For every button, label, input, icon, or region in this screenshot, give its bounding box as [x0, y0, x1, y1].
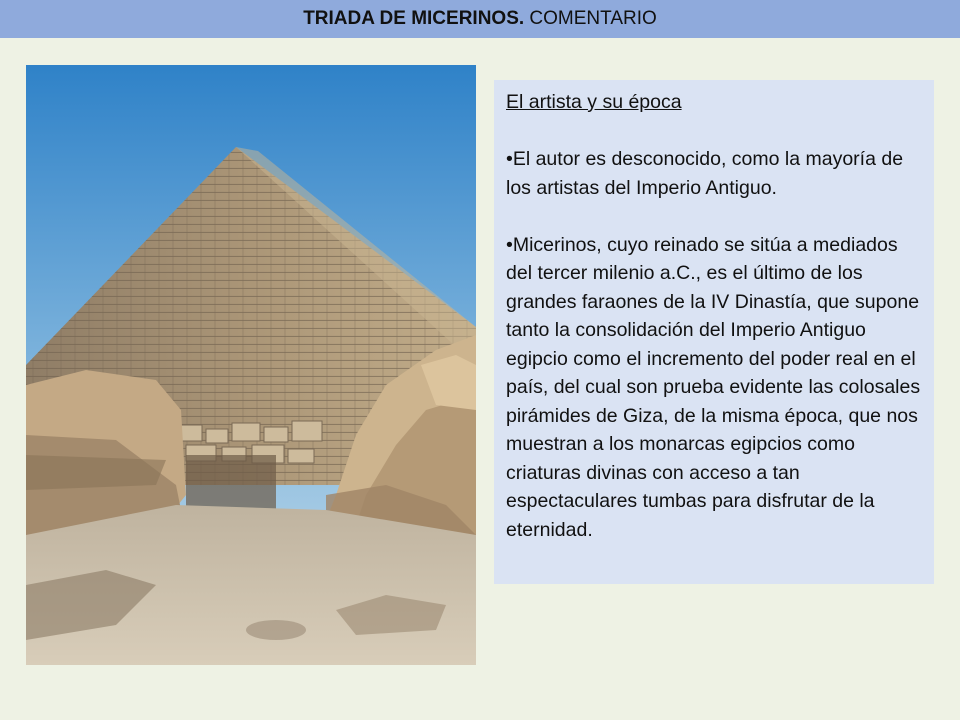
- slide-title-bold: TRIADA DE MICERINOS.: [303, 8, 525, 29]
- passage: [186, 455, 276, 510]
- paragraph-author: •El autor es desconocido, como la mayoría de los artistas del Imperio Antiguo.: [506, 148, 904, 199]
- slide-title-rest: COMENTARIO: [524, 8, 657, 29]
- text-box-heading: El artista y su época: [506, 91, 682, 113]
- slide-title: [0, 0, 960, 38]
- paragraph-micerinos: •Micerinos, cuyo reinado se sitúa a mediados del tercer milenio a.C., es el último de los grandes faraones de la IV Dinastía, que supone tanto la consolidación del Imperio Antiguo egipcio como el incremento del poder real en el país, del cual son prueba evidente las colosales pirámides de Giza, de la misma época, que nos muestran a los monarcas egipcios como criaturas divinas con acceso a tan espectaculares tumbas para disfrutar de la eternidad.: [506, 233, 921, 541]
- pyramid-photo: [26, 65, 476, 665]
- pyramid-illustration: [26, 65, 476, 665]
- artist-era-text-box: [494, 80, 934, 584]
